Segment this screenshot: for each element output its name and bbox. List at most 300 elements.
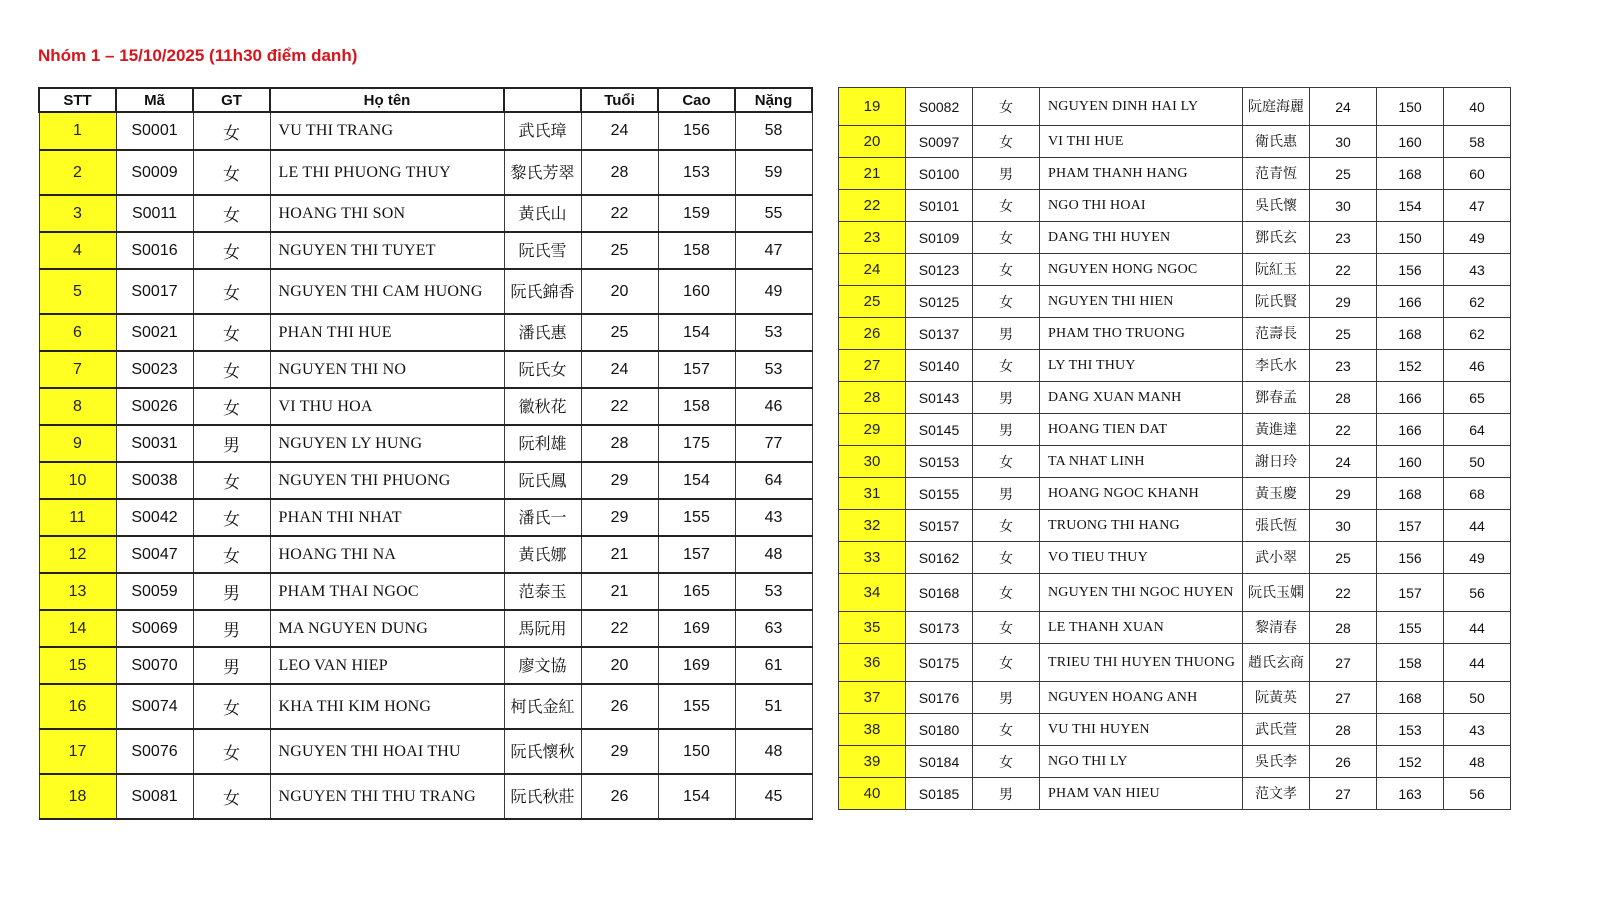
cell-stt: 25 [839,286,906,318]
cell-weight: 48 [735,536,812,573]
table-row [839,574,1511,612]
cell-weight: 44 [1444,612,1511,644]
cell-han-name: 范壽長 [1243,318,1310,350]
cell-height: 168 [1377,158,1444,190]
cell-han-name: 阮黃英 [1243,682,1310,714]
table-row [39,684,812,729]
table-row [839,158,1511,190]
cell-age: 30 [1310,510,1377,542]
cell-age: 22 [581,388,658,425]
cell-code: S0042 [116,499,193,536]
table-row [39,314,812,351]
cell-code: S0162 [906,542,973,574]
cell-weight: 58 [1444,126,1511,158]
cell-name: NGUYEN THI THU TRANG [270,774,504,819]
table-row [839,644,1511,682]
cell-age: 25 [1310,542,1377,574]
cell-age: 28 [1310,382,1377,414]
cell-stt: 3 [39,195,116,232]
cell-name: NGO THI HOAI [1040,190,1243,222]
cell-code: S0047 [116,536,193,573]
cell-han-name: 徽秋花 [504,388,581,425]
cell-name: PHAN THI NHAT [270,499,504,536]
cell-gender: 女 [973,88,1040,126]
cell-height: 156 [1377,254,1444,286]
cell-weight: 62 [1444,318,1511,350]
cell-code: S0101 [906,190,973,222]
table-row [839,126,1511,158]
cell-name: TA NHAT LINH [1040,446,1243,478]
cell-weight: 43 [1444,254,1511,286]
cell-height: 150 [658,729,735,774]
cell-weight: 47 [1444,190,1511,222]
cell-stt: 17 [39,729,116,774]
cell-gender: 女 [193,195,270,232]
cell-name: PHAM THO TRUONG [1040,318,1243,350]
cell-weight: 68 [1444,478,1511,510]
cell-height: 166 [1377,414,1444,446]
cell-han-name: 阮氏玉嫻 [1243,574,1310,612]
cell-gender: 女 [973,746,1040,778]
roster-table-left [38,87,813,820]
cell-stt: 15 [39,647,116,684]
cell-gender: 女 [193,314,270,351]
cell-han-name: 趙氏玄商 [1243,644,1310,682]
table-row [839,510,1511,542]
cell-stt: 28 [839,382,906,414]
cell-height: 159 [658,195,735,232]
cell-gender: 女 [193,684,270,729]
cell-stt: 18 [39,774,116,819]
cell-han-name: 張氏恆 [1243,510,1310,542]
cell-han-name: 吳氏懷 [1243,190,1310,222]
header-stt: STT [39,88,116,112]
cell-code: S0168 [906,574,973,612]
table-row [839,414,1511,446]
cell-height: 150 [1377,222,1444,254]
cell-gender: 男 [193,573,270,610]
cell-name: NGUYEN HONG NGOC [1040,254,1243,286]
cell-weight: 56 [1444,574,1511,612]
cell-name: VU THI TRANG [270,112,504,150]
cell-stt: 12 [39,536,116,573]
cell-height: 157 [658,351,735,388]
table-row [39,425,812,462]
cell-age: 26 [581,684,658,729]
cell-height: 169 [658,610,735,647]
cell-weight: 56 [1444,778,1511,810]
cell-weight: 55 [735,195,812,232]
cell-weight: 53 [735,351,812,388]
cell-han-name: 廖文協 [504,647,581,684]
cell-gender: 女 [973,446,1040,478]
cell-gender: 女 [193,150,270,195]
cell-age: 29 [581,462,658,499]
cell-weight: 64 [735,462,812,499]
cell-name: HOANG NGOC KHANH [1040,478,1243,510]
cell-height: 169 [658,647,735,684]
table-row [839,382,1511,414]
cell-name: NGO THI LY [1040,746,1243,778]
cell-code: S0082 [906,88,973,126]
cell-code: S0175 [906,644,973,682]
cell-han-name: 范泰玉 [504,573,581,610]
cell-age: 22 [1310,254,1377,286]
cell-stt: 27 [839,350,906,382]
cell-age: 29 [581,499,658,536]
header-cao: Cao [658,88,735,112]
cell-code: S0176 [906,682,973,714]
cell-han-name: 阮氏錦香 [504,269,581,314]
cell-code: S0023 [116,351,193,388]
table-row [839,222,1511,254]
cell-name: LEO VAN HIEP [270,647,504,684]
cell-weight: 49 [735,269,812,314]
table-row [39,462,812,499]
cell-stt: 5 [39,269,116,314]
cell-code: S0100 [906,158,973,190]
cell-gender: 女 [973,510,1040,542]
cell-age: 30 [1310,190,1377,222]
table-row [39,774,812,819]
cell-code: S0016 [116,232,193,269]
cell-weight: 50 [1444,682,1511,714]
cell-name: TRIEU THI HUYEN THUONG [1040,644,1243,682]
cell-weight: 49 [1444,542,1511,574]
cell-weight: 51 [735,684,812,729]
cell-code: S0155 [906,478,973,510]
cell-age: 22 [581,610,658,647]
cell-height: 157 [1377,510,1444,542]
cell-name: VO TIEU THUY [1040,542,1243,574]
cell-height: 163 [1377,778,1444,810]
cell-han-name: 鄧氏玄 [1243,222,1310,254]
cell-height: 168 [1377,478,1444,510]
table-row [39,647,812,684]
cell-name: DANG XUAN MANH [1040,382,1243,414]
cell-height: 158 [658,232,735,269]
cell-name: NGUYEN THI HIEN [1040,286,1243,318]
cell-age: 22 [1310,574,1377,612]
cell-stt: 20 [839,126,906,158]
cell-gender: 女 [973,542,1040,574]
cell-name: NGUYEN THI HOAI THU [270,729,504,774]
cell-name: NGUYEN HOANG ANH [1040,682,1243,714]
cell-gender: 女 [973,350,1040,382]
cell-stt: 33 [839,542,906,574]
cell-age: 27 [1310,778,1377,810]
cell-stt: 19 [839,88,906,126]
cell-code: S0123 [906,254,973,286]
cell-height: 155 [658,499,735,536]
cell-gender: 女 [973,286,1040,318]
cell-gender: 女 [193,388,270,425]
cell-gender: 女 [193,462,270,499]
cell-han-name: 李氏水 [1243,350,1310,382]
cell-height: 165 [658,573,735,610]
cell-stt: 7 [39,351,116,388]
cell-stt: 4 [39,232,116,269]
cell-code: S0074 [116,684,193,729]
cell-code: S0009 [116,150,193,195]
cell-stt: 37 [839,682,906,714]
table-row [839,778,1511,810]
cell-code: S0140 [906,350,973,382]
cell-weight: 64 [1444,414,1511,446]
table-row [839,446,1511,478]
cell-han-name: 馬阮用 [504,610,581,647]
cell-code: S0109 [906,222,973,254]
cell-name: PHAM THAI NGOC [270,573,504,610]
cell-stt: 40 [839,778,906,810]
cell-gender: 男 [973,158,1040,190]
cell-han-name: 黎清春 [1243,612,1310,644]
cell-name: DANG THI HUYEN [1040,222,1243,254]
header-gt: GT [193,88,270,112]
cell-height: 166 [1377,382,1444,414]
table-header-row [39,88,812,112]
cell-stt: 22 [839,190,906,222]
cell-age: 26 [581,774,658,819]
cell-height: 154 [658,314,735,351]
cell-gender: 男 [973,414,1040,446]
cell-weight: 44 [1444,644,1511,682]
cell-age: 21 [581,573,658,610]
cell-age: 24 [581,112,658,150]
cell-stt: 16 [39,684,116,729]
table-row [839,254,1511,286]
cell-stt: 1 [39,112,116,150]
cell-han-name: 阮氏女 [504,351,581,388]
cell-stt: 35 [839,612,906,644]
cell-name: NGUYEN THI NO [270,351,504,388]
cell-name: NGUYEN THI PHUONG [270,462,504,499]
cell-code: S0031 [116,425,193,462]
cell-age: 25 [1310,158,1377,190]
cell-code: S0081 [116,774,193,819]
cell-stt: 10 [39,462,116,499]
cell-han-name: 黃玉慶 [1243,478,1310,510]
cell-stt: 26 [839,318,906,350]
cell-weight: 61 [735,647,812,684]
cell-height: 156 [658,112,735,150]
header-ho-ten: Họ tên [270,88,504,112]
cell-name: VI THI HUE [1040,126,1243,158]
cell-stt: 8 [39,388,116,425]
cell-han-name: 阮利雄 [504,425,581,462]
cell-age: 29 [1310,286,1377,318]
cell-code: S0173 [906,612,973,644]
cell-code: S0125 [906,286,973,318]
cell-stt: 30 [839,446,906,478]
cell-weight: 46 [1444,350,1511,382]
table-row [839,714,1511,746]
cell-height: 156 [1377,542,1444,574]
cell-height: 158 [1377,644,1444,682]
cell-gender: 男 [973,318,1040,350]
cell-stt: 13 [39,573,116,610]
cell-code: S0180 [906,714,973,746]
cell-gender: 女 [973,574,1040,612]
table-row [39,388,812,425]
cell-gender: 女 [973,254,1040,286]
cell-name: PHAM THANH HANG [1040,158,1243,190]
cell-gender: 女 [193,269,270,314]
table-row [39,610,812,647]
cell-stt: 34 [839,574,906,612]
cell-age: 28 [581,150,658,195]
cell-name: HOANG THI SON [270,195,504,232]
table-row [839,682,1511,714]
cell-code: S0001 [116,112,193,150]
cell-height: 155 [1377,612,1444,644]
cell-name: NGUYEN THI TUYET [270,232,504,269]
cell-weight: 40 [1444,88,1511,126]
cell-han-name: 阮庭海麗 [1243,88,1310,126]
cell-name: TRUONG THI HANG [1040,510,1243,542]
cell-height: 158 [658,388,735,425]
header-tuoi: Tuổi [581,88,658,112]
cell-han-name: 吳氏李 [1243,746,1310,778]
cell-height: 155 [658,684,735,729]
table-body-right [839,88,1511,810]
page-title: Nhóm 1 – 15/10/2025 (11h30 điểm danh) [38,46,358,65]
cell-stt: 36 [839,644,906,682]
cell-name: NGUYEN DINH HAI LY [1040,88,1243,126]
cell-weight: 62 [1444,286,1511,318]
cell-stt: 9 [39,425,116,462]
cell-age: 26 [1310,746,1377,778]
cell-gender: 女 [973,190,1040,222]
cell-gender: 女 [973,714,1040,746]
cell-weight: 58 [735,112,812,150]
cell-gender: 男 [973,778,1040,810]
cell-height: 153 [658,150,735,195]
cell-stt: 23 [839,222,906,254]
cell-han-name: 黃氏娜 [504,536,581,573]
cell-code: S0070 [116,647,193,684]
cell-height: 168 [1377,318,1444,350]
cell-code: S0184 [906,746,973,778]
cell-code: S0026 [116,388,193,425]
table-row [839,746,1511,778]
cell-gender: 女 [193,112,270,150]
cell-han-name: 范青恆 [1243,158,1310,190]
cell-gender: 男 [193,425,270,462]
cell-weight: 50 [1444,446,1511,478]
cell-age: 24 [581,351,658,388]
cell-stt: 31 [839,478,906,510]
cell-code: S0157 [906,510,973,542]
cell-name: PHAN THI HUE [270,314,504,351]
cell-age: 23 [1310,222,1377,254]
cell-han-name: 武氏萱 [1243,714,1310,746]
cell-age: 24 [1310,88,1377,126]
cell-gender: 女 [973,222,1040,254]
cell-han-name: 阮氏鳳 [504,462,581,499]
cell-name: LE THI PHUONG THUY [270,150,504,195]
cell-name: PHAM VAN HIEU [1040,778,1243,810]
cell-gender: 女 [973,644,1040,682]
cell-name: LE THANH XUAN [1040,612,1243,644]
header-ma: Mã [116,88,193,112]
cell-height: 150 [1377,88,1444,126]
cell-age: 22 [581,195,658,232]
cell-gender: 女 [193,774,270,819]
table-row [839,318,1511,350]
cell-code: S0143 [906,382,973,414]
roster-table-right [838,87,1511,810]
cell-han-name: 阮氏雪 [504,232,581,269]
cell-age: 24 [1310,446,1377,478]
table-row [839,478,1511,510]
cell-code: S0153 [906,446,973,478]
cell-height: 175 [658,425,735,462]
cell-han-name: 柯氏金紅 [504,684,581,729]
cell-name: NGUYEN THI CAM HUONG [270,269,504,314]
cell-age: 20 [581,647,658,684]
cell-stt: 38 [839,714,906,746]
cell-code: S0137 [906,318,973,350]
table-row [39,195,812,232]
cell-weight: 77 [735,425,812,462]
cell-weight: 44 [1444,510,1511,542]
table-row [839,542,1511,574]
cell-height: 160 [1377,126,1444,158]
cell-weight: 43 [1444,714,1511,746]
cell-han-name: 鄧春孟 [1243,382,1310,414]
cell-age: 29 [581,729,658,774]
cell-height: 154 [658,774,735,819]
cell-code: S0059 [116,573,193,610]
cell-age: 25 [581,314,658,351]
cell-stt: 39 [839,746,906,778]
cell-weight: 48 [735,729,812,774]
table-row [39,536,812,573]
cell-code: S0076 [116,729,193,774]
cell-gender: 女 [193,351,270,388]
cell-height: 153 [1377,714,1444,746]
cell-stt: 32 [839,510,906,542]
cell-weight: 47 [735,232,812,269]
header-han-name [504,88,581,112]
cell-gender: 男 [973,478,1040,510]
table-row [39,351,812,388]
cell-code: S0069 [116,610,193,647]
cell-age: 30 [1310,126,1377,158]
cell-code: S0017 [116,269,193,314]
cell-code: S0038 [116,462,193,499]
cell-gender: 男 [193,647,270,684]
cell-weight: 45 [735,774,812,819]
cell-name: LY THI THUY [1040,350,1243,382]
cell-weight: 53 [735,573,812,610]
cell-age: 20 [581,269,658,314]
cell-age: 21 [581,536,658,573]
cell-age: 27 [1310,644,1377,682]
cell-height: 152 [1377,746,1444,778]
cell-gender: 男 [193,610,270,647]
cell-age: 28 [1310,612,1377,644]
cell-gender: 女 [193,232,270,269]
cell-gender: 男 [973,382,1040,414]
table-row [839,286,1511,318]
table-row [39,112,812,150]
cell-height: 152 [1377,350,1444,382]
cell-weight: 60 [1444,158,1511,190]
cell-code: S0185 [906,778,973,810]
cell-stt: 11 [39,499,116,536]
